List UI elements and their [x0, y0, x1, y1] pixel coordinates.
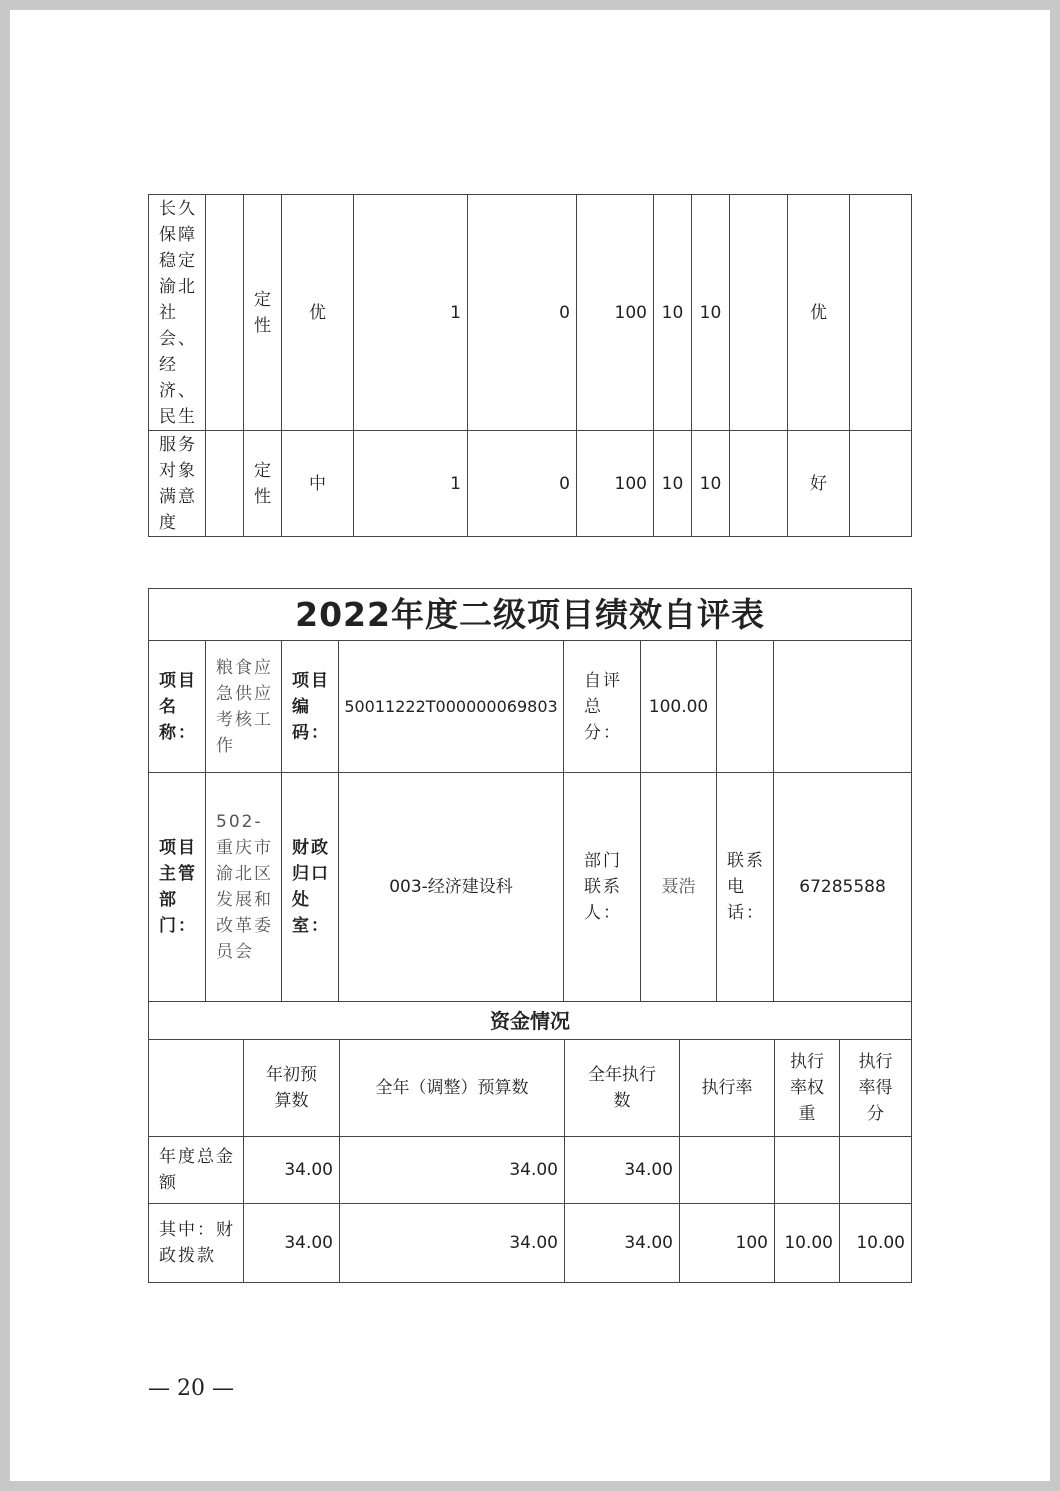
- indicator-score: 10: [654, 195, 692, 431]
- indicator-rate: 100: [577, 431, 654, 537]
- weight-value: [775, 1137, 840, 1204]
- funds-table: [148, 1039, 912, 1283]
- project-name: 粮食应急供应考核工作: [206, 641, 282, 773]
- project-name-label: 项目名称：: [149, 641, 206, 773]
- self-score-label: 自评总分：: [564, 641, 641, 773]
- indicator-name: 长久保障稳定渝北社会、经济、民生: [149, 195, 206, 431]
- self-score: 100.00: [641, 641, 717, 773]
- phone-number: 67285588: [774, 773, 912, 1002]
- funds-section-title: 资金情况: [149, 1002, 912, 1040]
- initial-value: 34.00: [244, 1137, 340, 1204]
- dept-label: 项目主管部门：: [149, 773, 206, 1002]
- indicator-name: 服务对象满意度: [149, 431, 206, 537]
- header-adjusted-budget: 全年（调整）预算数: [340, 1040, 565, 1137]
- header-rate-score: 执行率得分: [840, 1040, 912, 1137]
- project-code-label: 项目编码：: [282, 641, 339, 773]
- indicator-weight: 1: [354, 431, 468, 537]
- indicator-nature: 定性: [244, 431, 282, 537]
- initial-value: 34.00: [244, 1204, 340, 1283]
- rate-value: [680, 1137, 775, 1204]
- indicator-weight: 1: [354, 195, 468, 431]
- phone-label: 联系电话：: [717, 773, 774, 1002]
- score-value: [840, 1137, 912, 1204]
- indicator-row: [149, 195, 912, 431]
- table-row: [149, 1137, 912, 1204]
- rate-value: 100: [680, 1204, 775, 1283]
- executed-value: 34.00: [565, 1137, 680, 1204]
- contact-label: 部门联系人：: [564, 773, 641, 1002]
- header-initial-budget: 年初预算数: [244, 1040, 340, 1137]
- finance-dept: 003-经济建设科: [339, 773, 564, 1002]
- indicator-actual: 0: [468, 195, 577, 431]
- header-exec-rate: 执行率: [680, 1040, 775, 1137]
- indicator-actual: 0: [468, 431, 577, 537]
- indicator-grade: 优: [788, 195, 850, 431]
- adjusted-value: 34.00: [340, 1204, 565, 1283]
- header-executed: 全年执行数: [565, 1040, 680, 1137]
- indicator-rate: 100: [577, 195, 654, 431]
- contact-person: 聂浩: [641, 773, 717, 1002]
- indicator-target: 中: [282, 431, 354, 537]
- indicator-row: [149, 431, 912, 537]
- indicator-score: 10: [654, 431, 692, 537]
- score-value: 10.00: [840, 1204, 912, 1283]
- finance-label: 财政归口处室：: [282, 773, 339, 1002]
- indicator-target: 优: [282, 195, 354, 431]
- dept: 502-重庆市渝北区发展和改革委员会: [206, 773, 282, 1002]
- project-code: 50011222T000000069803: [339, 641, 564, 773]
- row-label: 其中：财政拨款: [149, 1204, 244, 1283]
- project-info-table: [148, 588, 912, 1040]
- indicator-nature: 定性: [244, 195, 282, 431]
- row-label: 年度总金额: [149, 1137, 244, 1204]
- table-row: [149, 1204, 912, 1283]
- indicator-score: 10: [692, 195, 730, 431]
- indicator-table: [148, 194, 912, 537]
- weight-value: 10.00: [775, 1204, 840, 1283]
- form-title: 2022年度二级项目绩效自评表: [149, 589, 912, 641]
- indicator-score: 10: [692, 431, 730, 537]
- header-rate-weight: 执行率权重: [775, 1040, 840, 1137]
- indicator-grade: 好: [788, 431, 850, 537]
- page-number: — 20 —: [148, 1376, 234, 1401]
- adjusted-value: 34.00: [340, 1137, 565, 1204]
- executed-value: 34.00: [565, 1204, 680, 1283]
